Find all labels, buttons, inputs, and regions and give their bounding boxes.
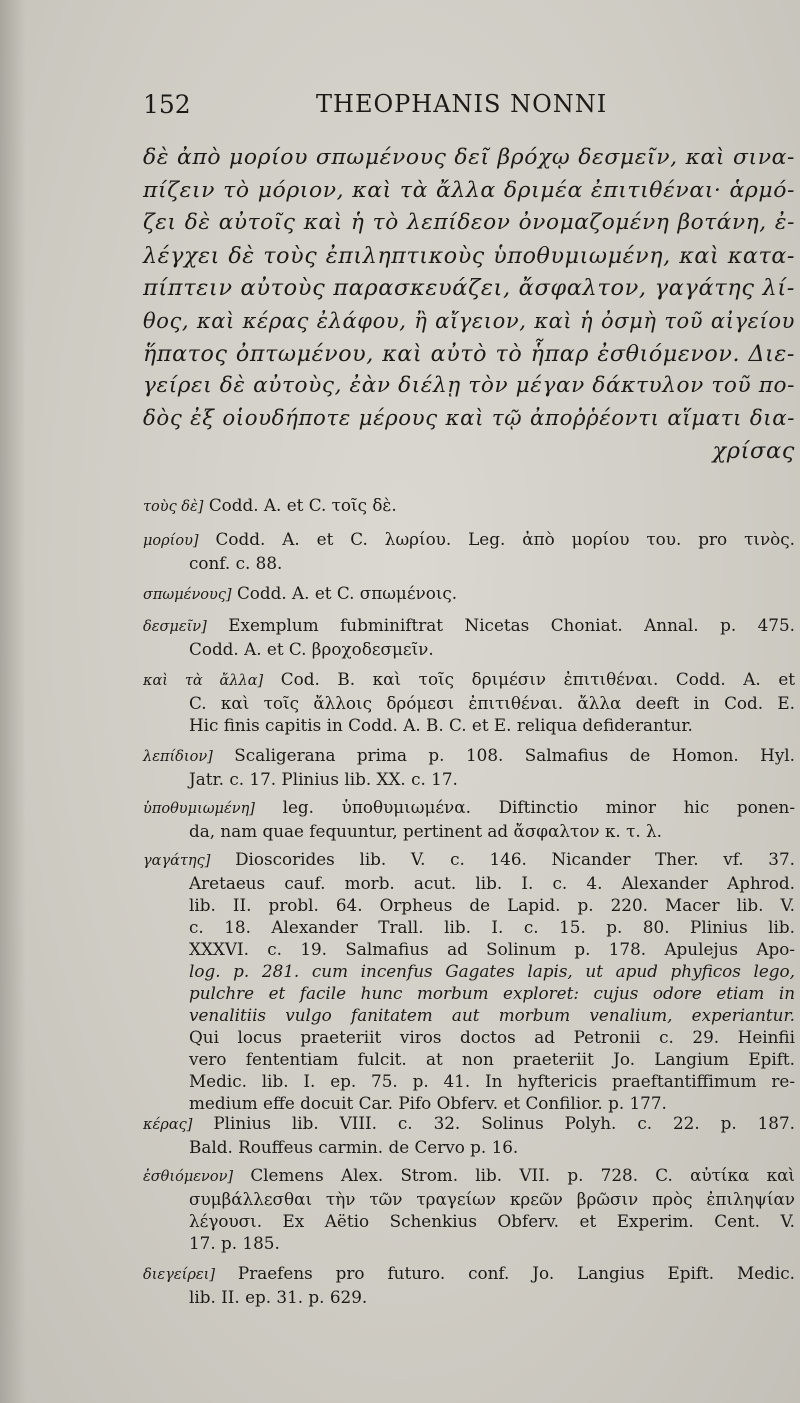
- note-line: Jatr. c. 17. Plinius lib. XX. c. 17.: [189, 769, 458, 789]
- note-line: C. καὶ τοῖς ἄλλοις δρόμεσι ἐπιτιθέναι. ἄλλα deeft in Cod. E.: [189, 693, 795, 713]
- note-spomenous: [143, 582, 795, 606]
- note-lemma: καὶ τὰ ἄλλα]: [143, 673, 264, 689]
- note-line: lib. II. ep. 31. p. 629.: [189, 1287, 368, 1307]
- note-line: da, nam quae fequuntur, pertinent ad ἄσφαλτον κ. τ. λ.: [189, 821, 663, 841]
- note-line: Praefens pro futuro. conf. Jo. Langius Epift. Medic.: [237, 1263, 796, 1283]
- note-line: XXXVI. c. 19. Salmafius ad Solinum p. 178. Apulejus Apo-: [189, 939, 795, 959]
- note-line: Dioscorides lib. V. c. 146. Nicander Ther. vf. 37.: [235, 849, 795, 869]
- note-line: log. p. 281. cum incenfus Gagates lapis, ut apud phyficos lego,: [189, 961, 795, 981]
- note-gagates: [143, 848, 795, 1114]
- note-diegeirei: [143, 1262, 795, 1308]
- note-line: συμβάλλεσθαι τὴν τῶν τραγείων κρεῶν βρῶσιν πρὸς ἐπιληψίαν: [189, 1189, 795, 1209]
- note-line: c. 18. Alexander Trall. lib. I. c. 15. p. 80. Plinius lib.: [189, 917, 795, 937]
- note-lemma: μορίου]: [143, 533, 199, 549]
- note-line: Hic finis capitis in Codd. A. B. C. et E. reliqua defiderantur.: [189, 715, 693, 735]
- note-line: vero fententiam fulcit. at non praeteriit Jo. Langium Epift.: [189, 1049, 795, 1069]
- catchword-line: χρίσας: [712, 438, 795, 465]
- greek-body-text: [143, 142, 795, 468]
- note-tous-de: [143, 494, 795, 518]
- note-moriou: [143, 528, 795, 574]
- body-line: δὲ ἀπὸ μορίου σπωμένους δεῖ βρόχῳ δεσμεῖν, καὶ σινα-: [143, 145, 795, 170]
- note-lemma: σπωμένους]: [143, 587, 232, 603]
- note-line: lib. II. probl. 64. Orpheus de Lapid. p. 220. Macer lib. V.: [189, 895, 795, 915]
- body-line: λέγχει δὲ τοὺς ἐπιληπτικοὺς ὑποθυμιωμένη, καὶ κατα-: [143, 242, 795, 269]
- note-lemma: ὑποθυμιωμένη]: [143, 801, 255, 817]
- note-hypothymiomene: [143, 796, 795, 842]
- note-line: Scaligerana prima p. 108. Salmafius de Homon. Hyl.: [234, 745, 795, 765]
- note-keras: [143, 1112, 795, 1158]
- note-lemma: δεσμεῖν]: [143, 619, 207, 635]
- note-line: Codd. A. et C. λωρίου. Leg. ἀπὸ μορίου του. pro τινὸς.: [215, 529, 795, 549]
- body-line: ἥπατος ὀπτωμένου, καὶ αὐτὸ τὸ ἧπαρ ἐσθιόμενον. Διε-: [143, 340, 795, 367]
- note-line: Medic. lib. I. ep. 75. p. 41. In hyftericis praeftantiffimum re-: [189, 1071, 795, 1091]
- note-line: 17. p. 185.: [189, 1233, 280, 1253]
- note-lepidion: [143, 744, 795, 790]
- body-line: δὸς ἐξ οἱουδήποτε μέρους καὶ τῷ ἀποῤῥέοντι αἵματι δια-: [143, 405, 795, 431]
- body-line: γείρει δὲ αὐτοὺς, ἐὰν διέλῃ τὸν μέγαν δάκτυλον τοῦ πο-: [143, 373, 795, 399]
- body-line: θος, καὶ κέρας ἐλάφου, ἢ αἴγειον, καὶ ἡ ὀσμὴ τοῦ αἰγείου: [143, 308, 795, 333]
- note-lemma: διεγείρει]: [143, 1267, 215, 1283]
- body-line: πίπτειν αὐτοὺς παρασκευάζει, ἄσφαλτον, γαγάτης λί-: [143, 275, 795, 302]
- note-line: Plinius lib. VIII. c. 32. Solinus Polyh. c. 22. p. 187.: [213, 1113, 795, 1133]
- body-line: πίζειν τὸ μόριον, καὶ τὰ ἄλλα δριμέα ἐπιτιθέναι· ἁρμό-: [143, 177, 795, 203]
- note-line: conf. c. 88.: [189, 553, 283, 573]
- note-line: pulchre et facile hunc morbum exploret: cujus odore etiam in: [189, 983, 795, 1003]
- note-line: Qui locus praeteriit viros doctos ad Petronii c. 29. Heinfii: [189, 1027, 795, 1047]
- note-lemma: ἐσθιόμενον]: [143, 1169, 234, 1185]
- running-head: THEOPHANIS NONNI: [316, 90, 608, 118]
- note-kai-ta-alla: [143, 668, 795, 736]
- note-line: Exemplum fubminiftrat Nicetas Choniat. Annal. p. 475.: [228, 615, 795, 635]
- note-lemma: λεπίδιον]: [143, 749, 213, 765]
- note-line: Codd. A. et C. βροχοδεσμεῖν.: [189, 639, 434, 659]
- note-line: λέγουσι. Ex Aëtio Schenkius Obferv. et Experim. Cent. V.: [189, 1211, 795, 1231]
- note-line: Aretaeus cauf. morb. acut. lib. I. c. 4. Alexander Aphrod.: [189, 873, 795, 893]
- note-line: Bald. Rouffeus carmin. de Cervo p. 16.: [189, 1137, 519, 1157]
- note-line: Clemens Alex. Strom. lib. VII. p. 728. C. αὐτίκα καὶ: [250, 1165, 795, 1185]
- note-line: medium effe docuit Car. Pifo Obferv. et Confilior. p. 177.: [189, 1093, 667, 1113]
- note-line: Codd. A. et C. τοῖς δὲ.: [208, 495, 397, 515]
- note-lemma: γαγάτης]: [143, 853, 211, 869]
- page-header: [0, 86, 800, 126]
- note-line: Codd. A. et C. σπωμένοις.: [236, 583, 458, 603]
- note-line: leg. ὑποθυμιωμένα. Diftinctio minor hic ponen-: [282, 797, 795, 817]
- note-lemma: κέρας]: [143, 1117, 193, 1133]
- note-desmein: [143, 614, 795, 660]
- body-line: ζει δὲ αὐτοῖς καὶ ἡ τὸ λεπίδεον ὀνομαζομένη βοτάνη, ἐ-: [143, 210, 795, 236]
- page-number: 152: [143, 90, 191, 119]
- note-line: Cod. B. καὶ τοῖς δριμέσιν ἐπιτιθέναι. Codd. A. et: [280, 669, 796, 689]
- note-esthiomenon: [143, 1164, 795, 1254]
- note-lemma: τοὺς δὲ]: [143, 499, 204, 515]
- note-line: venalitiis vulgo fanitatem aut morbum venalium, experiantur.: [189, 1005, 795, 1025]
